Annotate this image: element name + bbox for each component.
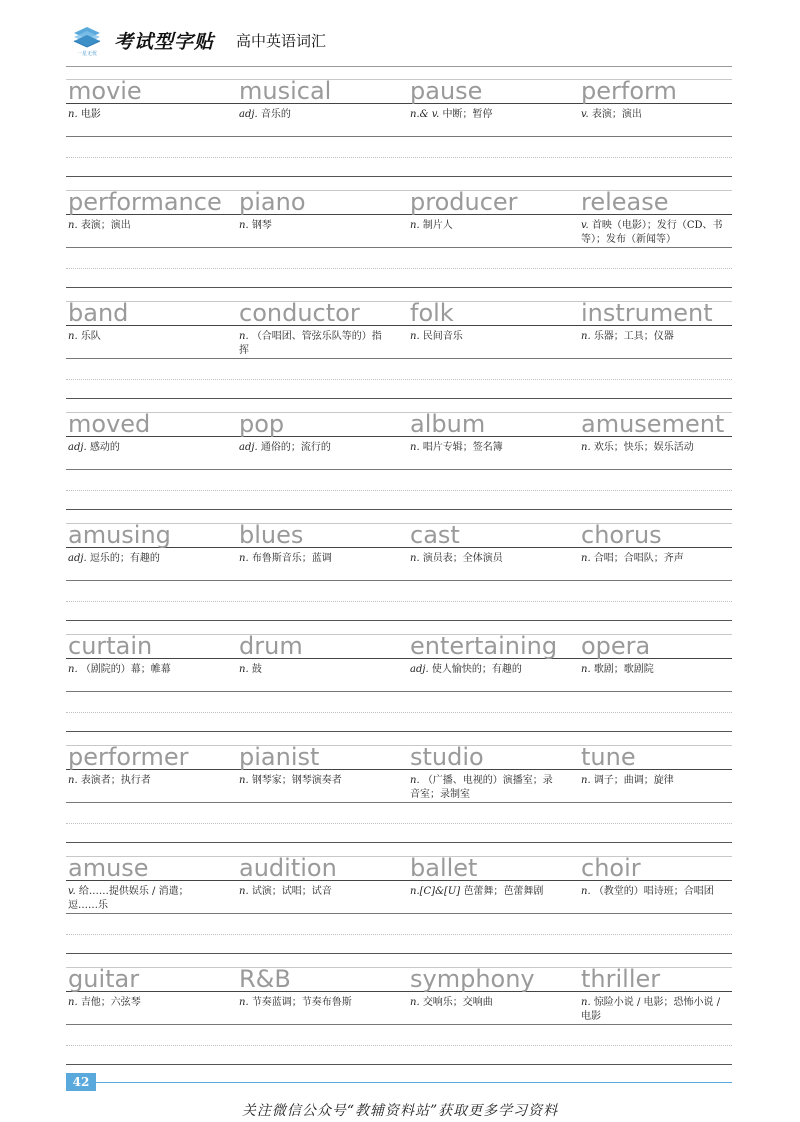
definition-text: 钢琴 <box>251 220 272 231</box>
part-of-speech: n. <box>68 664 78 675</box>
part-of-speech: n. <box>68 997 78 1008</box>
guide-line <box>66 620 732 621</box>
vocab-row <box>66 400 732 511</box>
guide-line <box>66 268 732 269</box>
vocab-definition <box>410 108 560 122</box>
guide-line <box>66 1024 732 1025</box>
vocab-definition <box>68 552 218 566</box>
part-of-speech: n. <box>68 109 78 120</box>
part-of-speech: n. <box>239 331 249 342</box>
guide-line <box>66 157 732 158</box>
definition-text: 合唱；合唱队；齐声 <box>593 553 684 564</box>
vocab-word: cast <box>410 521 460 549</box>
part-of-speech: n.[C]&[U] <box>410 886 461 897</box>
definition-text: 芭蕾舞；芭蕾舞剧 <box>463 886 544 897</box>
definition-text: （广播、电视的）演播室；录音室；录制室 <box>410 775 553 800</box>
vocab-word: performer <box>68 743 189 771</box>
part-of-speech: n. <box>581 775 591 786</box>
vocab-definition <box>581 441 731 455</box>
vocab-word: perform <box>581 77 677 105</box>
guide-line <box>66 287 732 288</box>
definition-text: （合唱团、管弦乐队等的）指挥 <box>239 331 382 356</box>
vocab-word: amuse <box>68 854 149 882</box>
vocab-definition <box>68 996 218 1010</box>
guide-line <box>66 953 732 954</box>
part-of-speech: n. <box>239 997 249 1008</box>
guide-line <box>66 712 732 713</box>
definition-text: 唱片专辑；签名簿 <box>422 442 503 453</box>
vocab-definition <box>581 885 731 899</box>
part-of-speech: v. <box>581 109 589 120</box>
footer-note: 关注微信公众号“教辅资料站”获取更多学习资料 <box>241 1103 559 1119</box>
vocab-word: choir <box>581 854 641 882</box>
definition-text: 惊险小说 / 电影；恐怖小说 / 电影 <box>581 997 721 1022</box>
vocab-definition <box>581 330 731 344</box>
vocab-definition <box>68 219 218 233</box>
vocab-definition <box>239 219 389 233</box>
definition-text: 钢琴家；钢琴演奏者 <box>251 775 342 786</box>
vocab-definition <box>239 441 389 455</box>
vocab-definition <box>68 885 218 913</box>
vocab-definition <box>239 774 389 788</box>
guide-line <box>66 601 732 602</box>
vocab-word: producer <box>410 188 518 216</box>
part-of-speech: adj. <box>410 664 429 675</box>
vocab-word: studio <box>410 743 484 771</box>
vocab-definition <box>410 996 560 1010</box>
vocab-word: musical <box>239 77 332 105</box>
guide-line <box>66 247 732 248</box>
vocab-word: instrument <box>581 299 713 327</box>
definition-text: 民间音乐 <box>422 331 463 342</box>
guide-line <box>66 1064 732 1065</box>
vocab-definition <box>239 108 389 122</box>
vocab-definition <box>239 330 389 358</box>
vocab-row <box>66 178 732 289</box>
page-subtitle: 高中英语词汇 <box>236 31 327 50</box>
definition-text: 中断；暂停 <box>442 109 493 120</box>
vocab-word: movie <box>68 77 142 105</box>
guide-line <box>66 490 732 491</box>
part-of-speech: adj. <box>68 442 87 453</box>
definition-text: 使人愉快的；有趣的 <box>431 664 522 675</box>
definition-text: （教堂的）唱诗班；合唱团 <box>593 886 714 897</box>
part-of-speech: n. <box>410 331 420 342</box>
vocab-definition <box>410 330 560 344</box>
part-of-speech: n. <box>581 664 591 675</box>
definition-text: 节奏蓝调；节奏布鲁斯 <box>251 997 352 1008</box>
vocab-word: guitar <box>68 965 140 993</box>
vocab-word: band <box>68 299 129 327</box>
definition-text: 感动的 <box>89 442 120 453</box>
part-of-speech: n. <box>410 775 420 786</box>
vocab-word: piano <box>239 188 306 216</box>
vocab-definition <box>410 663 560 677</box>
vocab-row <box>66 622 732 733</box>
vocab-word: pianist <box>239 743 320 771</box>
part-of-speech: n. <box>410 997 420 1008</box>
vocab-word: curtain <box>68 632 153 660</box>
part-of-speech: n. <box>239 553 249 564</box>
logo-caption: 一星无忧 <box>76 51 97 57</box>
vocab-definition <box>68 330 218 344</box>
guide-line <box>66 913 732 914</box>
definition-text: 制片人 <box>422 220 453 231</box>
guide-line <box>66 379 732 380</box>
vocab-word: amusement <box>581 410 725 438</box>
vocab-definition <box>410 219 560 233</box>
definition-text: 给……提供娱乐 / 消遣；逗……乐 <box>68 886 189 911</box>
definition-text: 歌剧；歌剧院 <box>593 664 654 675</box>
book-logo-icon <box>70 23 104 57</box>
guide-line <box>66 1045 732 1046</box>
definition-text: 鼓 <box>251 664 262 675</box>
vocab-definition <box>239 885 389 899</box>
vocab-definition <box>239 552 389 566</box>
part-of-speech: n. <box>239 775 249 786</box>
definition-text: 吉他；六弦琴 <box>80 997 141 1008</box>
vocab-definition <box>410 774 560 802</box>
guide-line <box>66 136 732 137</box>
vocab-word: audition <box>239 854 337 882</box>
vocab-word: release <box>581 188 669 216</box>
part-of-speech: n. <box>68 331 78 342</box>
vocab-word: pop <box>239 410 285 438</box>
definition-text: 电影 <box>80 109 101 120</box>
part-of-speech: n. <box>581 553 591 564</box>
vocab-definition <box>68 108 218 122</box>
vocab-word: tune <box>581 743 636 771</box>
vocab-word: symphony <box>410 965 535 993</box>
vocab-word: pause <box>410 77 483 105</box>
guide-line <box>66 398 732 399</box>
definition-text: 表演；演出 <box>591 109 642 120</box>
vocab-definition <box>239 996 389 1010</box>
vocab-word: drum <box>239 632 303 660</box>
definition-text: 音乐的 <box>260 109 291 120</box>
part-of-speech: n. <box>239 664 249 675</box>
vocab-definition <box>68 441 218 455</box>
definition-text: 演员表；全体演员 <box>422 553 503 564</box>
guide-line <box>66 691 732 692</box>
vocab-word: album <box>410 410 486 438</box>
guide-line <box>66 731 732 732</box>
guide-line <box>66 842 732 843</box>
part-of-speech: v. <box>581 220 589 231</box>
vocab-word: moved <box>68 410 151 438</box>
vocab-row <box>66 511 732 622</box>
guide-line <box>66 469 732 470</box>
vocab-word: amusing <box>68 521 171 549</box>
guide-line <box>66 802 732 803</box>
vocab-row <box>66 733 732 844</box>
definition-text: 逗乐的；有趣的 <box>89 553 160 564</box>
vocab-row <box>66 289 732 400</box>
guide-line <box>66 509 732 510</box>
part-of-speech: n. <box>581 997 591 1008</box>
vocab-definition <box>581 219 731 247</box>
brand-title: 考试型字贴 <box>114 30 215 53</box>
vocab-word: thriller <box>581 965 661 993</box>
part-of-speech: n. <box>581 331 591 342</box>
vocab-word: opera <box>581 632 651 660</box>
part-of-speech: n. <box>410 553 420 564</box>
definition-text: 试演；试唱；试音 <box>251 886 332 897</box>
definition-text: 交响乐；交响曲 <box>422 997 493 1008</box>
definition-text: 欢乐；快乐；娱乐活动 <box>593 442 694 453</box>
vocab-row <box>66 67 732 178</box>
vocab-word: ballet <box>410 854 478 882</box>
vocab-definition <box>581 108 731 122</box>
page-header <box>70 22 326 58</box>
vocab-definition <box>581 996 731 1024</box>
vocab-word: entertaining <box>410 632 558 660</box>
definition-text: 表演者；执行者 <box>80 775 151 786</box>
definition-text: 调子；曲调；旋律 <box>593 775 674 786</box>
vocab-row <box>66 955 732 1066</box>
part-of-speech: v. <box>68 886 76 897</box>
vocab-definition <box>581 552 731 566</box>
part-of-speech: n. <box>410 442 420 453</box>
part-of-speech: n. <box>239 220 249 231</box>
vocab-definition <box>410 441 560 455</box>
vocab-definition <box>239 663 389 677</box>
definition-text: 布鲁斯音乐；蓝调 <box>251 553 332 564</box>
vocab-row <box>66 844 732 955</box>
guide-line <box>66 358 732 359</box>
vocab-word: R&B <box>239 965 291 993</box>
definition-text: （剧院的）幕；帷幕 <box>80 664 171 675</box>
vocab-definition <box>410 552 560 566</box>
vocab-definition <box>410 885 560 899</box>
page-rule <box>96 1082 732 1083</box>
vocab-definition <box>581 774 731 788</box>
part-of-speech: n. <box>68 775 78 786</box>
vocab-word: folk <box>410 299 454 327</box>
definition-text: 乐器；工具；仪器 <box>593 331 674 342</box>
part-of-speech: adj. <box>68 553 87 564</box>
definition-text: 乐队 <box>80 331 101 342</box>
guide-line <box>66 934 732 935</box>
vocab-definition <box>68 774 218 788</box>
part-of-speech: n. <box>581 442 591 453</box>
vocab-word: chorus <box>581 521 662 549</box>
definition-text: 表演；演出 <box>80 220 131 231</box>
guide-line <box>66 176 732 177</box>
guide-line <box>66 823 732 824</box>
definition-text: 通俗的；流行的 <box>260 442 331 453</box>
part-of-speech: n.& v. <box>410 109 440 120</box>
vocab-word: blues <box>239 521 304 549</box>
part-of-speech: n. <box>581 886 591 897</box>
page-number: 42 <box>66 1073 96 1091</box>
guide-line <box>66 580 732 581</box>
vocab-word: conductor <box>239 299 360 327</box>
part-of-speech: n. <box>239 886 249 897</box>
vocab-definition <box>68 663 218 677</box>
part-of-speech: n. <box>410 220 420 231</box>
vocab-word: performance <box>68 188 222 216</box>
part-of-speech: adj. <box>239 442 258 453</box>
definition-text: 首映（电影）；发行（CD、书等）；发布（新闻等） <box>581 220 723 245</box>
part-of-speech: adj. <box>239 109 258 120</box>
vocab-grid <box>66 67 732 1066</box>
part-of-speech: n. <box>68 220 78 231</box>
vocab-definition <box>581 663 731 677</box>
